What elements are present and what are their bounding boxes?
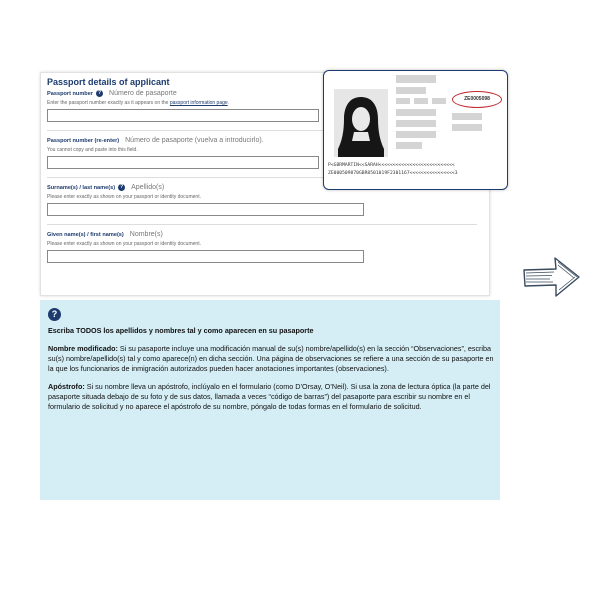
given-name-input[interactable] (47, 250, 364, 263)
passport-number-label-es: Número de pasaporte (109, 90, 177, 97)
passport-number-input[interactable] (47, 109, 319, 122)
passport-number-reenter-label: Passport number (re-enter) (47, 137, 120, 144)
given-name-label: Given name(s) / first name(s) (47, 231, 124, 238)
info-paragraph-modified-name: Nombre modificado: Si su pasaporte incluye una modificación manual de su(s) nombre/apellido(s) en la sección “Observaciones”, escriba su(s) nombre/apellido(s) tal y como aparece(n) en dicha sección. Una página de observaciones se refiere a una sección de su pasaporte en la que los funcionarios de inmigración autorizados pueden hacer anotaciones importantes (observaciones). (48, 344, 494, 373)
surname-input[interactable] (47, 203, 364, 216)
info-paragraph-apostrophe: Apóstrofo: Si su nombre lleva un apóstrofo, inclúyalo en el formulario (como D’Orsay, O’Neil). Si usa la zona de lectura óptica (la parte del pasaporte situada debajo de su foto y de sus datos, llamada a veces “código de barras”) del pasaporte para escribir su nombre en el formulario de solicitud y no aparece el apóstrofo de su nombre, póngalo de todas formas en el formulario de solicitud. (48, 382, 491, 411)
data-placeholder (396, 142, 422, 149)
passport-number-label: Passport number (47, 90, 94, 97)
data-placeholder (396, 120, 436, 127)
help-icon: ? (48, 308, 61, 321)
surname-hint: Please enter exactly as shown on your passport or identity document. (47, 194, 201, 200)
data-placeholder (452, 113, 482, 120)
data-placeholder (396, 98, 410, 104)
mrz-line-1: P<GBRMARTIN<<SARAH<<<<<<<<<<<<<<<<<<<<<<<<<<< (328, 163, 455, 168)
passport-number-reenter-label-es: Número de pasaporte (vuelva a introducirlo). (125, 137, 264, 144)
passport-number-hint: Enter the passport number exactly as it appears on the passport information page. (47, 100, 230, 106)
help-icon[interactable]: ? (120, 184, 124, 190)
info-panel (40, 300, 500, 500)
passport-information-page-link[interactable]: passport information page (169, 100, 228, 106)
data-placeholder (396, 75, 436, 83)
person-silhouette-icon (334, 89, 388, 157)
data-placeholder (396, 87, 426, 94)
surname-label: Surname(s) / last name(s) (47, 184, 116, 191)
arrow-right-icon (522, 252, 582, 302)
form-title: Passport details of applicant (47, 77, 170, 87)
data-placeholder (414, 98, 428, 104)
mrz-line-2: ZE000509870GBR8501019F2301167<<<<<<<<<<<<<<<<3 (328, 171, 458, 176)
given-name-hint: Please enter exactly as shown on your passport or identity document. (47, 241, 201, 247)
info-heading: Escriba TODOS los apellidos y nombres tal y como aparecen en su pasaporte (48, 326, 314, 335)
data-placeholder (396, 131, 436, 138)
data-placeholder (432, 98, 446, 104)
passport-number-highlight: ZE0005098 (452, 91, 502, 108)
passport-number-reenter-input[interactable] (47, 156, 319, 169)
data-placeholder (396, 109, 436, 116)
divider (47, 224, 477, 225)
data-placeholder (452, 124, 482, 131)
passport-number-reenter-hint: You cannot copy and paste into this field. (47, 147, 138, 153)
surname-label-es: Apellido(s) (131, 184, 165, 191)
given-name-label-es: Nombre(s) (129, 231, 163, 238)
help-icon[interactable]: ? (97, 90, 102, 96)
passport-photo (334, 89, 388, 157)
passport-information-page (323, 70, 508, 190)
given-name-field (47, 231, 477, 263)
